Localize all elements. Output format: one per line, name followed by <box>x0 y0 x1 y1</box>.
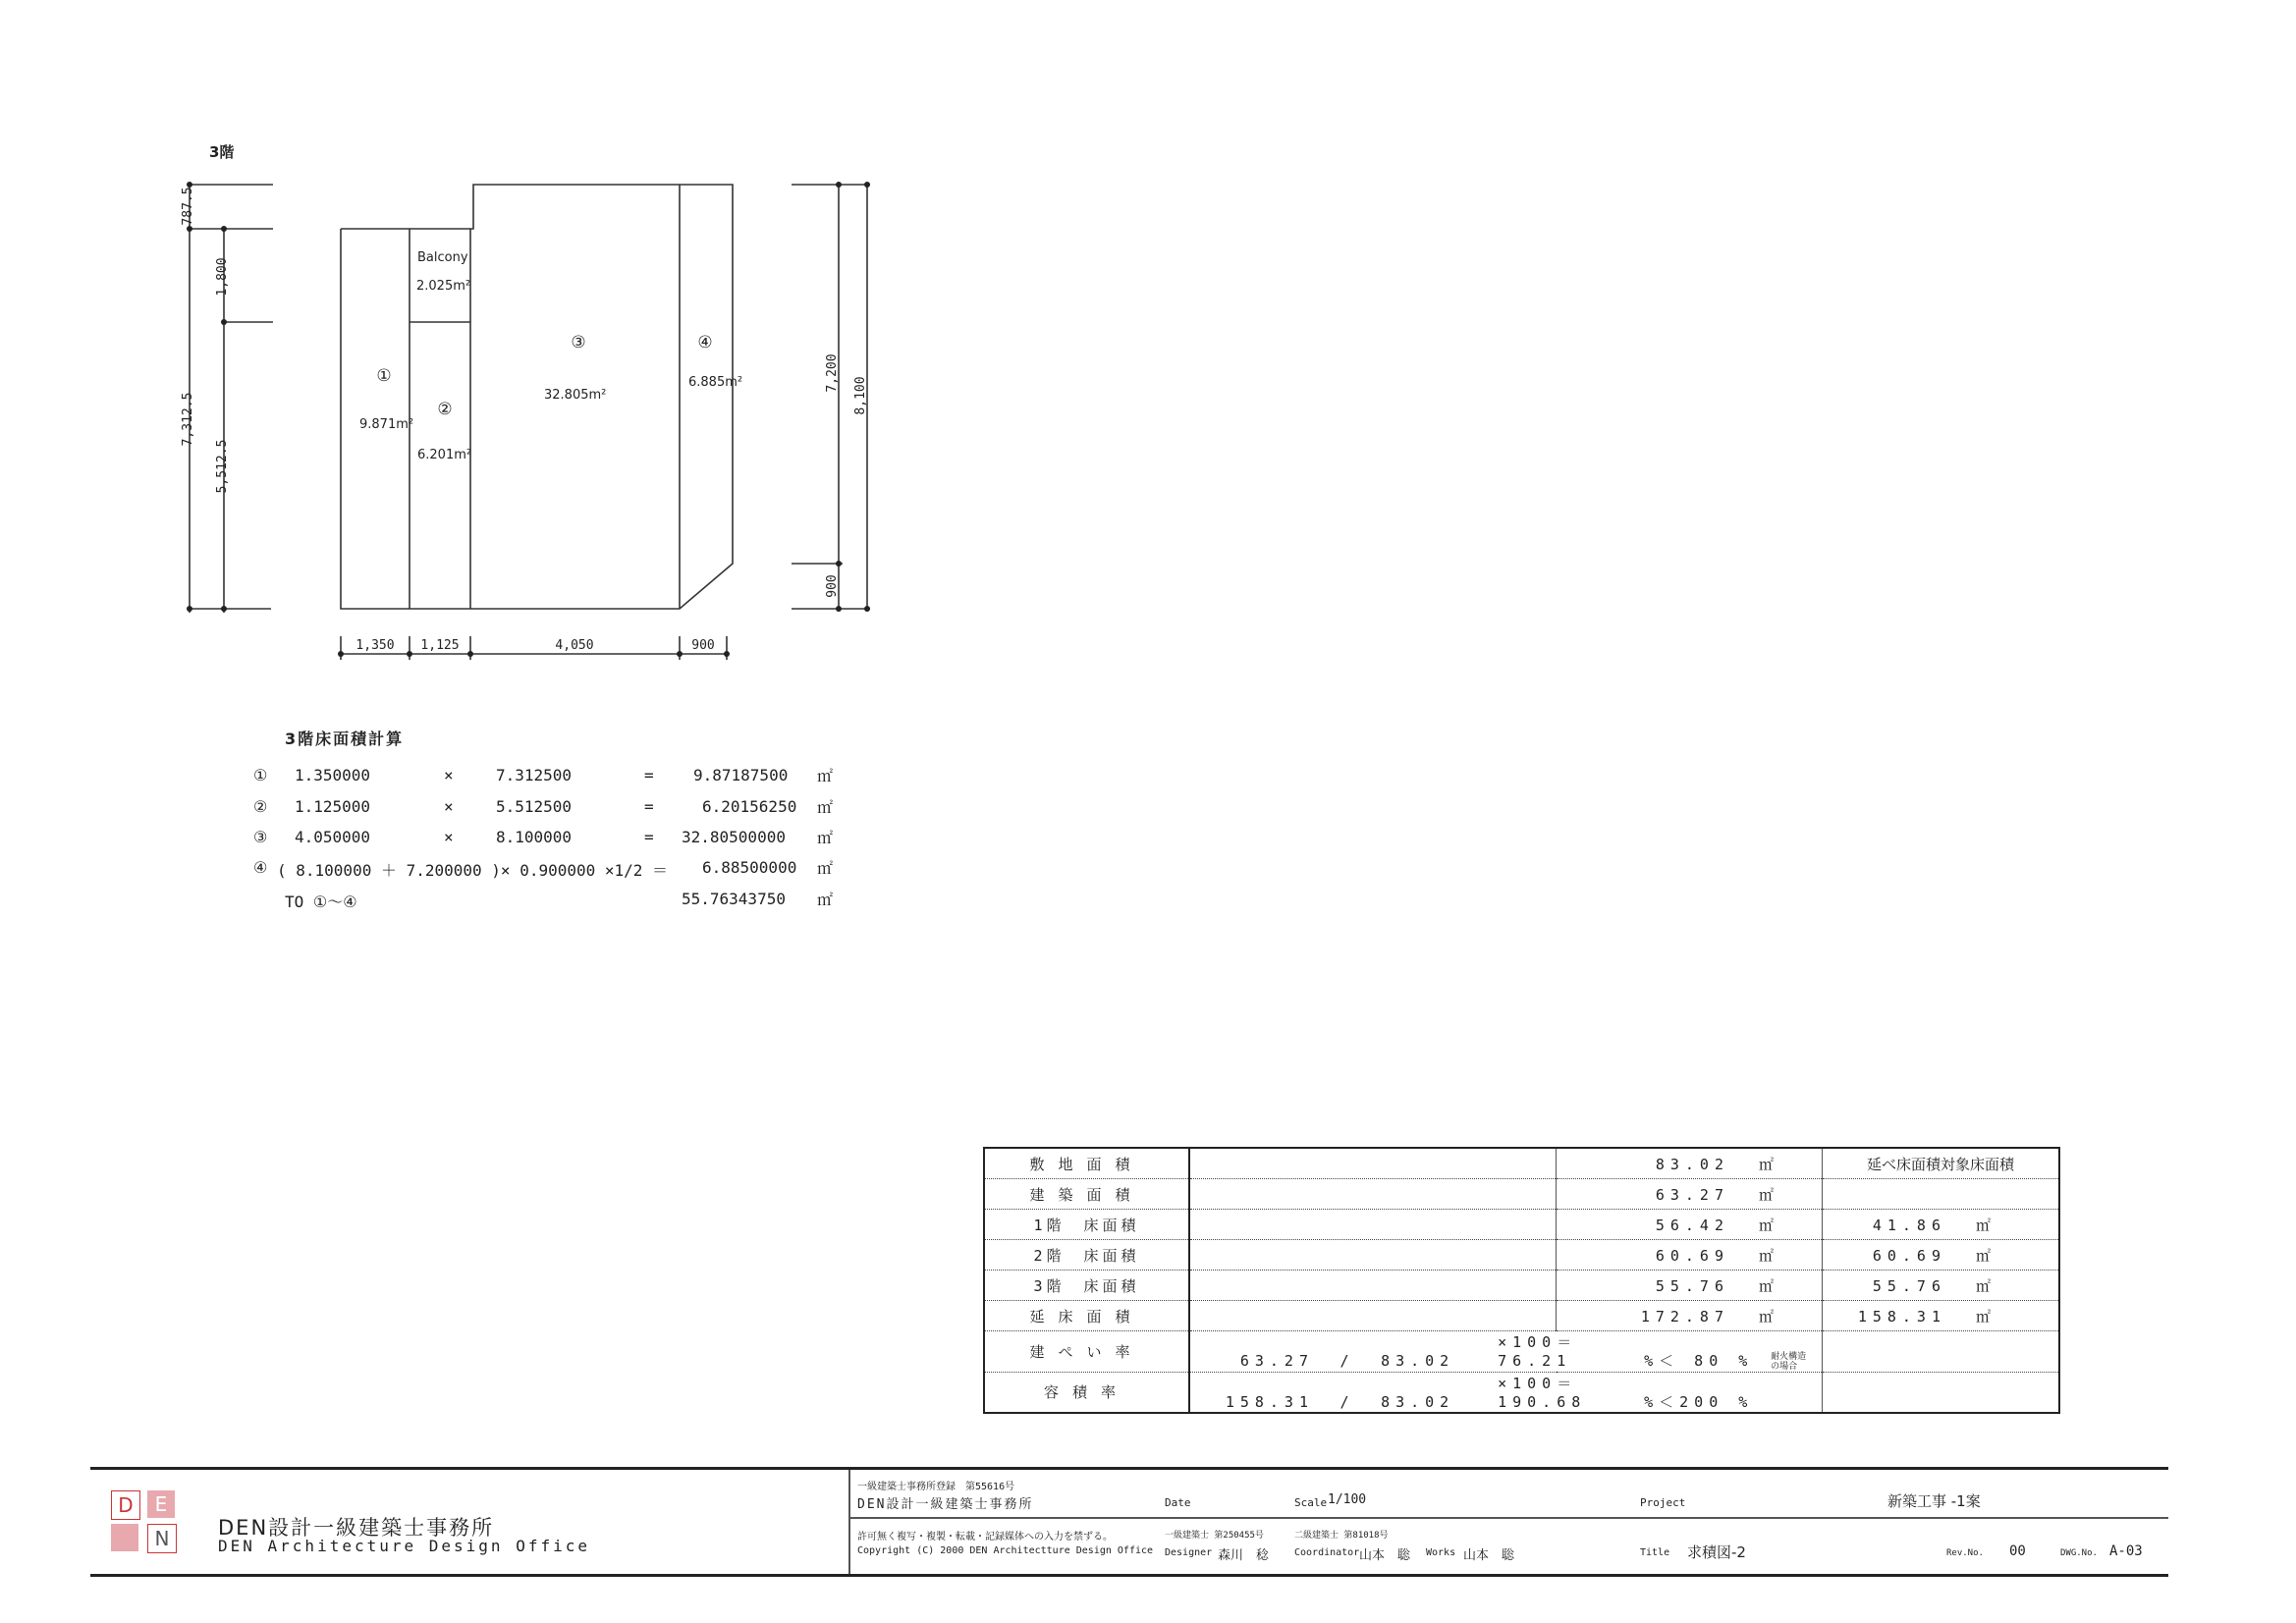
calc-unit: ㎡ <box>817 859 834 878</box>
extra-cell <box>1823 1301 2060 1331</box>
calc-unit: ㎡ <box>817 767 834 785</box>
table-row <box>984 1301 2059 1331</box>
coverage-formula <box>1189 1331 1823 1373</box>
row-label: 延床面積 <box>984 1301 1189 1331</box>
dim-right-overall: 8,100 <box>853 376 868 415</box>
zone-3-id: ③ <box>571 333 586 352</box>
works-label: Works <box>1426 1547 1456 1558</box>
copyright-notice: 許可無く複写・複製・転載・記録媒体への入力を禁ずる。 <box>857 1532 1113 1542</box>
designer-name: 森川 稔 <box>1218 1548 1270 1563</box>
logo-letter: D <box>111 1490 140 1520</box>
registration: 一級建築士事務所登録 第55616号 <box>857 1482 1015 1492</box>
extra-value: 41.86 <box>1872 1216 1946 1234</box>
unit: ㎡ <box>1759 1155 1775 1173</box>
coverage-num: 63.27 <box>1239 1352 1314 1370</box>
calc-a: 4.050000 <box>295 828 371 846</box>
extra-cell <box>1823 1210 2060 1240</box>
dim-right-inner: 7,200 <box>825 353 840 393</box>
title-block-mid-rule <box>848 1517 2168 1519</box>
calc-op: × <box>444 766 454 784</box>
extra-value: 55.76 <box>1872 1276 1946 1295</box>
extra-value: 60.69 <box>1872 1246 1946 1265</box>
unit: ㎡ <box>1759 1246 1775 1265</box>
empty-cell <box>1189 1210 1557 1240</box>
calculation-title: 3階床面積計算 <box>285 730 405 748</box>
empty-cell <box>1189 1271 1557 1301</box>
calc-total: 55.76343750 <box>682 890 786 908</box>
office-name-en: DEN Architecture Design Office <box>218 1537 590 1555</box>
value-cell <box>1557 1271 1823 1301</box>
area-summary-table <box>983 1147 2060 1414</box>
extra-cell <box>1823 1372 2060 1413</box>
title-block-top-rule <box>90 1467 2168 1470</box>
calc-no: ③ <box>253 828 268 846</box>
empty-cell <box>1189 1301 1557 1331</box>
dim-left-balcony: 1,800 <box>215 257 230 297</box>
table-row <box>984 1179 2059 1210</box>
unit: ㎡ <box>1759 1276 1775 1295</box>
coverage-note: 耐火構造の場合 <box>1771 1351 1807 1372</box>
title-block-divider <box>848 1470 850 1574</box>
far-result: ×100＝ 190.68 <box>1498 1374 1587 1411</box>
table-row <box>984 1210 2059 1240</box>
row-label: 2階 床面積 <box>984 1240 1189 1271</box>
row-label: 建築面積 <box>984 1179 1189 1210</box>
calc-eq: = <box>644 828 654 846</box>
row-label: 3階 床面積 <box>984 1271 1189 1301</box>
extra-value: 158.31 <box>1857 1307 1946 1325</box>
office-name-jp: DEN設計一級建築士事務所 <box>218 1516 495 1540</box>
designer-label: Designer <box>1165 1547 1213 1558</box>
row-label: 建ぺい率 <box>984 1331 1189 1373</box>
value-cell <box>1557 1240 1823 1271</box>
empty-cell <box>1189 1148 1557 1179</box>
calc-a: 1.350000 <box>295 766 371 784</box>
dwg-label: DWG.No. <box>2060 1548 2098 1558</box>
dim-bottom-1: 1,350 <box>355 638 395 653</box>
dim-left-top: 787.5 <box>181 187 195 226</box>
unit: ㎡ <box>1976 1276 1992 1295</box>
coordinator-name: 山本 聡 <box>1359 1548 1411 1563</box>
calc-no: ② <box>253 797 268 816</box>
calc-b: 5.512500 <box>496 797 573 816</box>
calc-op: × <box>444 797 454 816</box>
coordinator-label: Coordinator <box>1294 1547 1360 1558</box>
scale-value: 1/100 <box>1328 1492 1367 1507</box>
calc-total-label: TO ①～④ <box>285 893 357 911</box>
table-row <box>984 1271 2059 1301</box>
calc-b: 7.312500 <box>496 766 573 784</box>
unit: ㎡ <box>1976 1216 1992 1234</box>
rev-number: 00 <box>2009 1543 2026 1559</box>
zone-1-area: 9.871m² <box>359 417 414 432</box>
zone-2-id: ② <box>437 400 453 419</box>
coverage-result: ×100＝ 76.21 <box>1498 1333 1578 1370</box>
calc-result: 6.20156250 <box>702 797 797 816</box>
far-limit: %＜200 % <box>1644 1392 1754 1411</box>
value: 56.42 <box>1655 1216 1729 1234</box>
value-cell <box>1557 1210 1823 1240</box>
dim-right-bottom: 900 <box>825 574 840 598</box>
calc-a: 1.125000 <box>295 797 371 816</box>
zone-3-area: 32.805m² <box>544 388 607 403</box>
project-name: 新築工事 -1案 <box>1887 1492 1981 1510</box>
drawing-title: 求積図-2 <box>1687 1543 1746 1561</box>
rev-label: Rev.No. <box>1946 1548 1984 1558</box>
project-label: Project <box>1640 1496 1686 1509</box>
extra-header: 延べ床面積対象床面積 <box>1823 1148 2060 1179</box>
calc-result: 9.87187500 <box>693 766 789 784</box>
divider: / <box>1339 1352 1355 1370</box>
works-name: 山本 聡 <box>1463 1548 1515 1563</box>
floor-label: 3階 <box>209 143 235 161</box>
dim-bottom-3: 4,050 <box>555 638 594 653</box>
balcony-label: Balcony <box>417 250 468 265</box>
calc-expression: ( 8.100000 ＋ 7.200000 )× 0.900000 ×1/2 ＝ <box>277 861 669 880</box>
table-row <box>984 1148 2059 1179</box>
calc-unit: ㎡ <box>817 891 834 909</box>
zone-2-area: 6.201m² <box>417 448 472 462</box>
scale-label: Scale <box>1294 1496 1328 1509</box>
value-cell <box>1557 1148 1823 1179</box>
zone-1-id: ① <box>376 366 392 386</box>
value: 83.02 <box>1655 1155 1729 1173</box>
calc-no: ④ <box>253 858 268 877</box>
calc-op: × <box>444 828 454 846</box>
unit: ㎡ <box>1976 1307 1992 1325</box>
value: 60.69 <box>1655 1246 1729 1265</box>
coverage-den: 83.02 <box>1381 1352 1455 1370</box>
logo-block <box>111 1524 138 1551</box>
value: 55.76 <box>1655 1276 1729 1295</box>
row-label: 容積率 <box>984 1372 1189 1413</box>
divider: / <box>1339 1392 1355 1411</box>
office-name-small: DEN設計一級建築士事務所 <box>857 1497 1034 1512</box>
dim-bottom-4: 900 <box>691 638 715 653</box>
table-row <box>984 1372 2059 1413</box>
table-row <box>984 1240 2059 1271</box>
calc-unit: ㎡ <box>817 829 834 847</box>
unit: ㎡ <box>1976 1246 1992 1265</box>
far-formula <box>1189 1372 1823 1413</box>
value: 63.27 <box>1655 1185 1729 1204</box>
date-label: Date <box>1165 1496 1191 1509</box>
value-cell <box>1557 1179 1823 1210</box>
unit: ㎡ <box>1759 1185 1775 1204</box>
calc-b: 8.100000 <box>496 828 573 846</box>
dim-left-lower: 5,512.5 <box>215 439 230 494</box>
zone-4-id: ④ <box>697 333 713 352</box>
title-block-bottom-rule <box>90 1574 2168 1577</box>
value: 172.87 <box>1640 1307 1729 1325</box>
extra-cell <box>1823 1331 2060 1373</box>
logo-letter: N <box>147 1524 177 1553</box>
calc-unit: ㎡ <box>817 798 834 817</box>
far-num: 158.31 <box>1225 1392 1314 1411</box>
far-den: 83.02 <box>1381 1392 1455 1411</box>
coordinator-reg: 二級建築士 第81018号 <box>1294 1531 1389 1541</box>
logo-letter: E <box>147 1490 175 1518</box>
calc-no: ① <box>253 766 268 784</box>
coverage-limit: %＜ 80 % <box>1644 1352 1754 1370</box>
title-label: Title <box>1640 1547 1670 1558</box>
row-label: 敷地面積 <box>984 1148 1189 1179</box>
empty-cell <box>1189 1240 1557 1271</box>
row-label: 1階 床面積 <box>984 1210 1189 1240</box>
calc-result: 32.80500000 <box>682 828 786 846</box>
calc-eq: = <box>644 766 654 784</box>
calc-result: 6.88500000 <box>702 858 797 877</box>
extra-cell <box>1823 1179 2060 1210</box>
dim-left-overall: 7,312.5 <box>181 392 195 447</box>
empty-cell <box>1189 1179 1557 1210</box>
value-cell <box>1557 1301 1823 1331</box>
dwg-number: A-03 <box>2109 1543 2143 1559</box>
extra-cell <box>1823 1271 2060 1301</box>
zone-4-area: 6.885m² <box>688 375 743 390</box>
table-row <box>984 1331 2059 1373</box>
unit: ㎡ <box>1759 1307 1775 1325</box>
designer-reg: 一級建築士 第250455号 <box>1165 1531 1264 1541</box>
extra-cell <box>1823 1240 2060 1271</box>
calc-eq: = <box>644 797 654 816</box>
unit: ㎡ <box>1759 1216 1775 1234</box>
copyright: Copyright (C) 2000 DEN Architectture Design Office <box>857 1545 1154 1556</box>
dim-bottom-2: 1,125 <box>420 638 460 653</box>
balcony-area: 2.025m² <box>416 279 471 294</box>
